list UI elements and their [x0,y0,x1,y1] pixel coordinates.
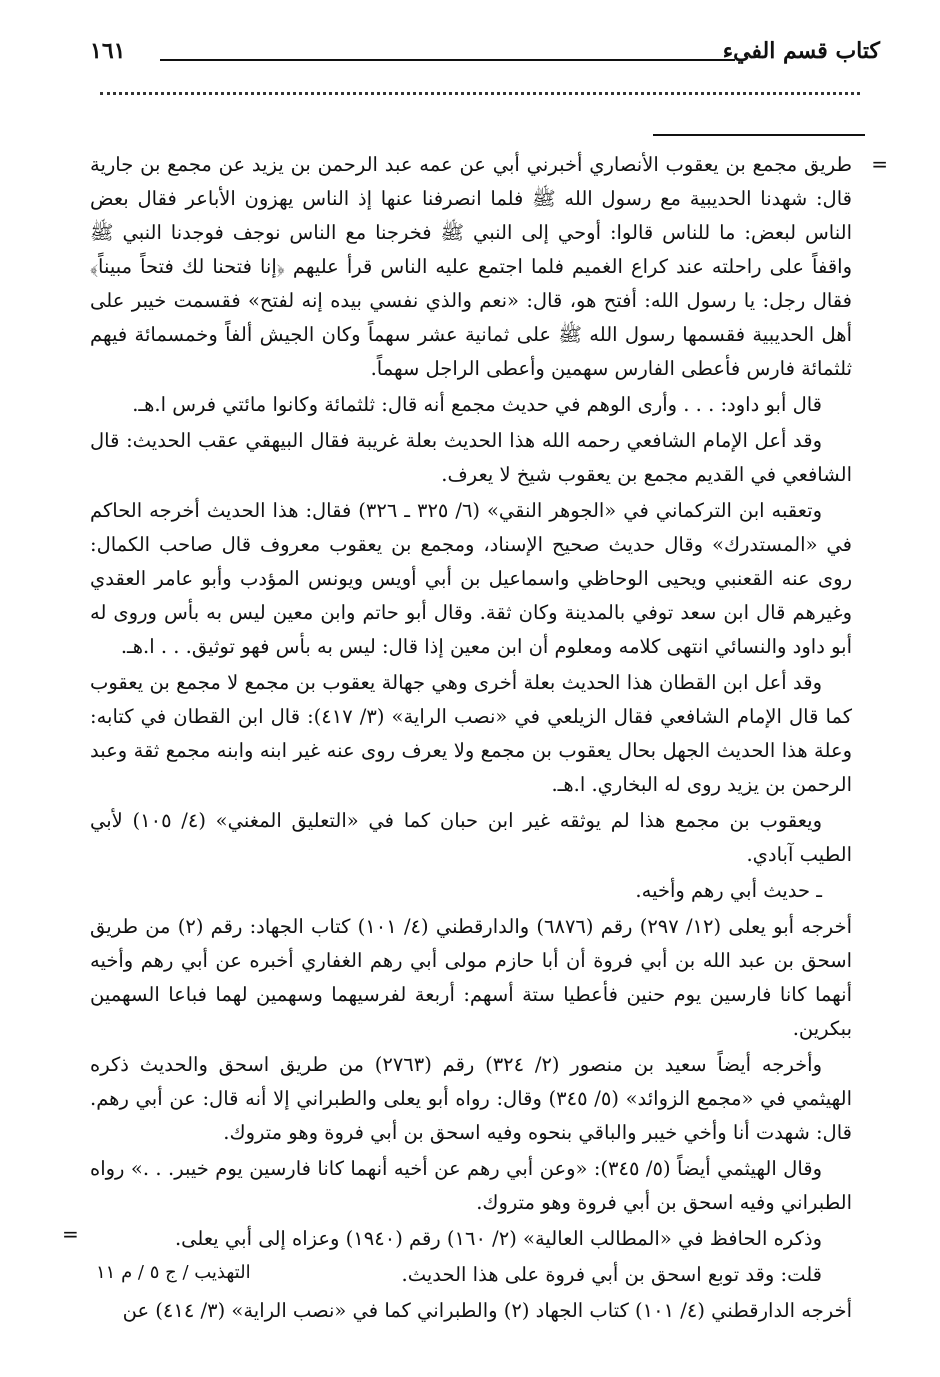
paragraph-3: وقد أعل الإمام الشافعي رحمه الله هذا الحديث بعلة غريبة فقال البيهقي عقب الحديث: قال الشافعي في القديم مجمع بن يعقوب شيخ لا يعرف. [90,429,852,486]
page-header [60,38,880,78]
paragraph-4: وتعقبه ابن التركماني في «الجوهر النقي» (٦/ ٣٢٥ ـ ٣٢٦) فقال: هذا الحديث أخرجه الحاكم في «المستدرك» وقال حديث صحيح الإسناد، ومجمع بن يعقوب معروف قال صاحب الكمال: روى عنه القعنبي ويحيى الوحاظي واسماعيل بن أبي أويس ويونس المؤدب وأبو عامر العقدي وغيرهم قال ابن سعد توفي بالمدينة وكان ثقة. وقال أبو حاتم وابن معين ليس به بأس وروى له أبو داود والنسائي انتهى كلامه ومعلوم أن ابن معين إذا قال: ليس به بأس فهو توثيق. . . ا.هـ. [90,499,852,658]
paragraph-7: ـ حديث أبي رهم وأخيه. [635,879,822,902]
paragraph-12: قلت: وقد توبع اسحق بن أبي فروة على هذا الحديث. [401,1263,822,1286]
paragraph-8: أخرجه أبو يعلى (١٢/ ٢٩٧) رقم (٦٨٧٦) والدارقطني (٤/ ١٠١) كتاب الجهاد: رقم (٢) من طريق اسحق بن عبد الله بن أبي فروة أن أبا حازم مولى أبي رهم الغفاري أخبره عن أبي رهم وأخيه أنهما كانا فارسين يوم حنين فأعطيا ستة أسهم: أربعة لفرسيهما وسهمين لهما فباعا السهمين ببكرين. [90,915,853,1040]
paragraph-13: أخرجه الدارقطني (٤/ ١٠١) كتاب الجهاد (٢) والطبراني كما في «نصب الراية» (٣/ ٤١٤) عن [122,1299,852,1322]
paragraph-6: ويعقوب بن مجمع هذا لم يوثقه غير ابن حبان كما في «التعليق المغني» (٤/ ١٠٥) لأبي الطيب آبادي. [90,809,852,866]
book-title: كتاب قسم الفيء [722,38,880,64]
paragraph-9: وأخرجه أيضاً سعيد بن منصور (٢/ ٣٢٤) رقم (٢٧٦٣) من طريق اسحق والحديث ذكره الهيثمي في «مجمع الزوائد» (٥/ ٣٤٥) وقال: رواه أبو يعلى والطبراني إلا أنه قال: عن أبي رهم. قال: شهدت أنا وأخي خيبر والباقي بنحوه وفيه اسحق بن أبي فروة وهو متروك. [90,1053,852,1144]
dotted-separator [100,92,860,107]
paragraph-2: قال أبو داود: . . . وأرى الوهم في حديث مجمع أنه قال: ثلثمائة وكانوا مائتي فرس ا.هـ. [132,393,822,416]
paragraph-11: وذكره الحافظ في «المطالب العالية» (٢/ ١٦٠) رقم (١٩٤٠) وعزاه إلى أبي يعلى. [174,1227,822,1250]
paragraph-5: وقد أعل ابن القطان هذا الحديث بعلة أخرى وهي جهالة يعقوب بن مجمع لا مجمع بن يعقوب كما قال الإمام الشافعي فقال الزيلعي في «نصب الراية» (٣/ ٤١٧): قال ابن القطان في كتابه: وعلة هذا الحديث الجهل بحال يعقوب بن مجمع ولا يعرف روى عنه غير ابنه وابنه مجمع ثقة وعبد الرحمن بن يزيد روى له البخاري. ا.هـ. [90,671,852,796]
paragraph-10: وقال الهيثمي أيضاً (٥/ ٣٤٥): «وعن أبي رهم عن أخيه أنهما كانا فارسين يوم خيبر. . .» رواه الطبراني وفيه اسحق بن أبي فروة وهو متروك. [90,1157,852,1214]
footnote-rule [653,134,865,136]
header-rule [160,59,735,61]
footnote-body [90,148,852,1330]
paragraph-1: طريق مجمع بن يعقوب الأنصاري أخبرني أبي عن عمه عبد الرحمن بن يزيد عن مجمع بن جارية قال: شهدنا الحديبية مع رسول الله ﷺ فلما انصرفنا عنها إذ الناس يهزون الأباعر فقال بعض الناس لبعض: ما للناس قالوا: أوحي إلى النبي ﷺ فخرجنا مع الناس نوجف فوجدنا النبي ﷺ واقفاً على راحلته عند كراع الغميم فلما اجتمع عليه الناس قرأ عليهم ﴿إنا فتحنا لك فتحاً مبيناً﴾ فقال رجل: يا رسول الله: أفتح هو، قال: «نعم والذي نفسي بيده إنه لفتح» فقسمت خيبر على أهل الحديبية فقسمها رسول الله ﷺ على ثمانية عشر سهماً وكان الجيش ألفاً وخمسمائة فيهم ثلثمائة فارس فأعطى الفارس سهمين وأعطى الراجل سهماً. [90,153,852,380]
page-number: ١٦١ [90,38,126,64]
continuation-mark-bottom: = [62,1222,79,1246]
continuation-mark-top: = [871,152,888,176]
print-signature: التهذيب / ج ٥ / م ١١ [96,1262,251,1283]
